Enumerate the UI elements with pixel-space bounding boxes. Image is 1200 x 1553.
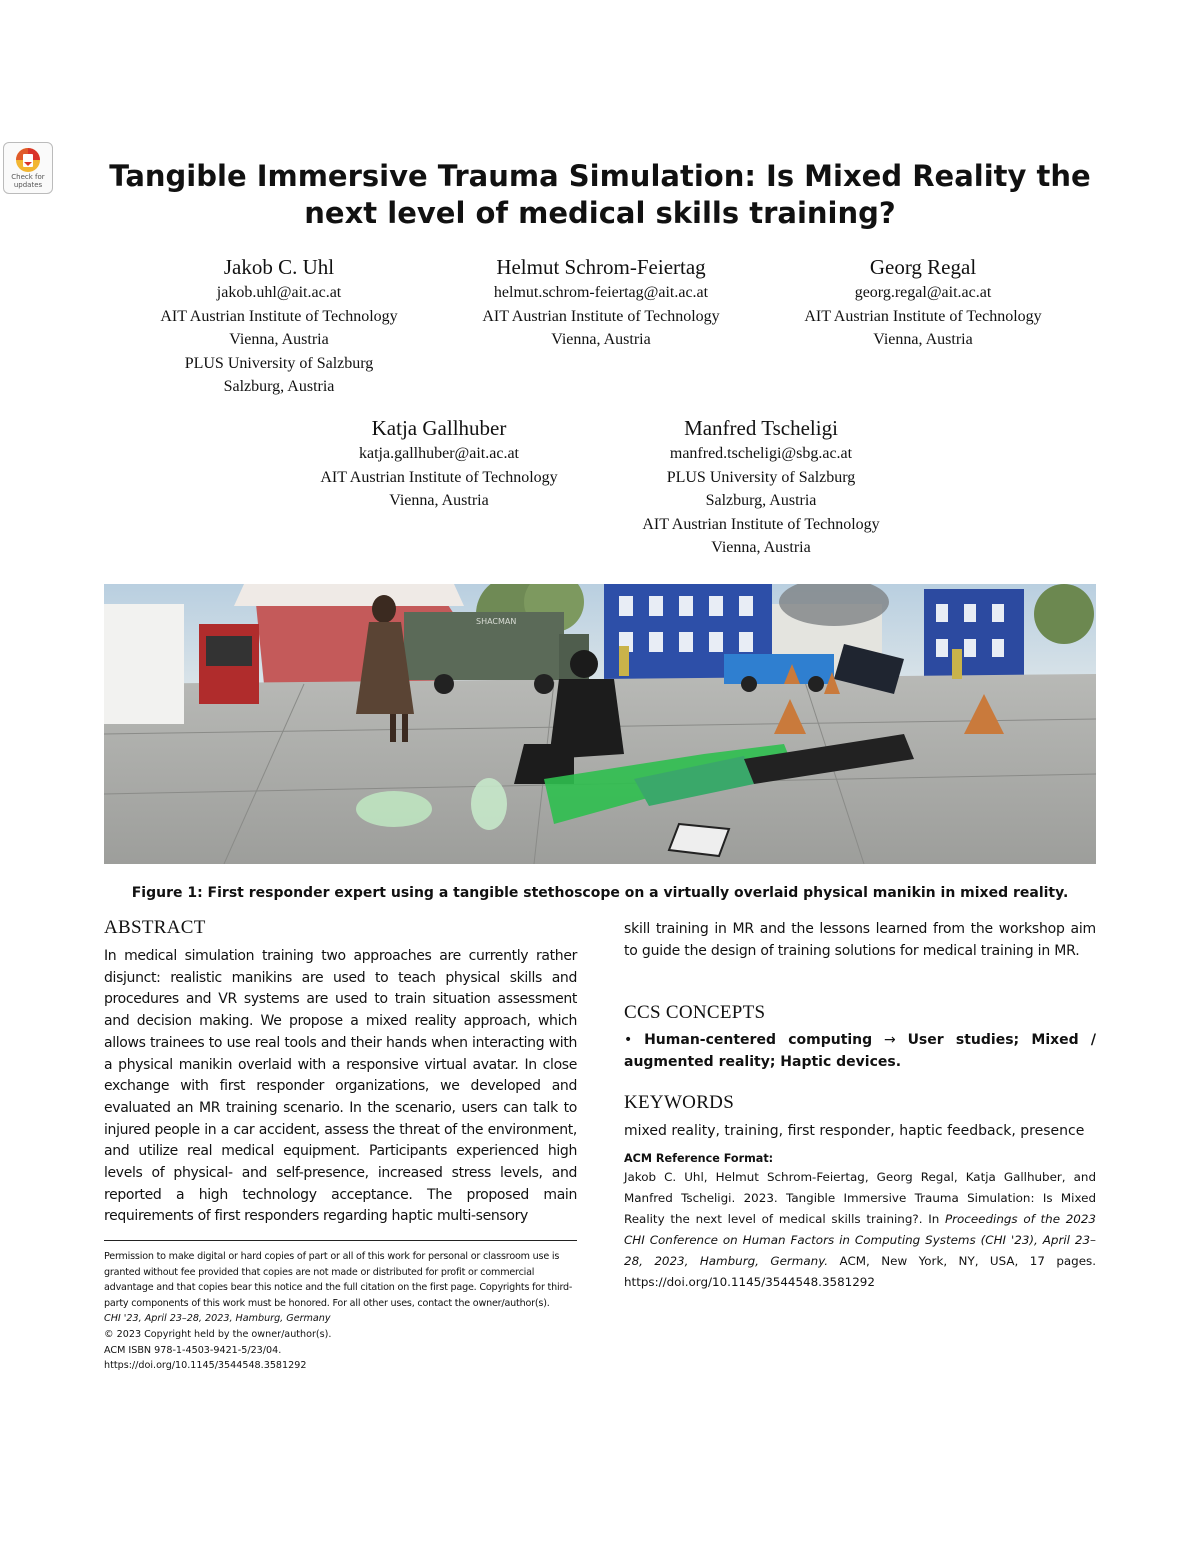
author-email[interactable]: georg.regal@ait.ac.at bbox=[854, 284, 992, 301]
reference-proceedings: Proceedings of the 2023 CHI Conference on Human Factors in Computing Systems (CHI '23), April 23–28, 2023, Hamburg, Germany. bbox=[624, 1211, 1096, 1268]
author-location: Vienna, Austria bbox=[229, 331, 329, 348]
author-block-4 bbox=[278, 415, 600, 513]
keywords-text: mixed reality, training, first responder, haptic feedback, presence bbox=[624, 1123, 1085, 1139]
author-affiliation: AIT Austrian Institute of Technology bbox=[160, 307, 398, 325]
permission-text: Permission to make digital or hard copies of part or all of this work for personal or classroom use is granted without fee provided that copies are not made or distributed for profit or commercial advantage and that copies bear this notice and the full citation on the first page. Copyrights for third-party components of this work must be honored. For all other uses, contact the owner/author(s). bbox=[104, 1251, 573, 1309]
keywords-heading: KEYWORDS bbox=[624, 1092, 735, 1113]
abstract-body: In medical simulation training two approaches are currently rather disjunct: realistic manikins are used to teach physical skills and procedures and VR systems are used to train situation assessment and decision making. We propose a mixed reality approach, which allows trainees to use real tools and their hands when interacting with a physical manikin overlaid with a responsive virtual avatar. In close exchange with first responder organizations, we developed and evaluated an MR training scenario. In the scenario, users can talk to injured people in a car accident, assess the threat of the environment, and utilize real medical equipment. Participants experienced high levels of physical- and self-presence, increased stress levels, and reported a high technology acceptance. The proposed main requirements of first responders regarding haptic multi-sensory bbox=[104, 948, 577, 1225]
author-affiliation: AIT Austrian Institute of Technology bbox=[804, 307, 1042, 325]
author-affiliation: AIT Austrian Institute of Technology bbox=[642, 515, 880, 533]
arrow-icon: → bbox=[884, 1032, 896, 1048]
woman-avatar-head bbox=[372, 595, 396, 623]
author-block-5 bbox=[600, 415, 922, 560]
firefighter bbox=[619, 646, 629, 676]
red-house-roof bbox=[234, 584, 464, 606]
author-affiliation: PLUS University of Salzburg bbox=[184, 354, 374, 372]
copyright-text: © 2023 Copyright held by the owner/author(s). bbox=[104, 1328, 332, 1340]
figure-caption: Figure 1: First responder expert using a tangible stethoscope on a virtually overlaid physical manikin in mixed reality. bbox=[131, 885, 1069, 901]
author-email[interactable]: helmut.schrom-feiertag@ait.ac.at bbox=[493, 284, 709, 301]
pickup-wheel bbox=[808, 676, 824, 692]
author-name: Jakob C. Uhl bbox=[223, 255, 335, 279]
ccs-bullet: • bbox=[624, 1032, 633, 1048]
gas-station-pillar bbox=[104, 604, 184, 724]
author-email[interactable]: manfred.tscheligi@sbg.ac.at bbox=[669, 445, 853, 462]
author-block-2 bbox=[440, 254, 762, 352]
isbn-text: ACM ISBN 978-1-4503-9421-5/23/04. bbox=[104, 1344, 282, 1356]
truck-wheel bbox=[434, 674, 454, 694]
check-for-updates-badge[interactable] bbox=[3, 142, 53, 194]
author-affiliation: AIT Austrian Institute of Technology bbox=[320, 468, 558, 486]
mixed-reality-scene-image bbox=[104, 584, 1096, 864]
acm-reference-heading: ACM Reference Format: bbox=[624, 1152, 774, 1165]
author-name: Helmut Schrom-Feiertag bbox=[496, 255, 706, 279]
author-location: Salzburg, Austria bbox=[705, 492, 817, 509]
ccs-heading: CCS CONCEPTS bbox=[624, 1002, 766, 1023]
footnote-rule bbox=[104, 1240, 577, 1241]
abstract-heading: ABSTRACT bbox=[104, 917, 206, 938]
truck-wheel bbox=[534, 674, 554, 694]
author-block-1 bbox=[118, 254, 440, 399]
tree bbox=[1034, 584, 1094, 644]
firefighter bbox=[952, 649, 962, 679]
author-email[interactable]: jakob.uhl@ait.ac.at bbox=[216, 284, 342, 301]
truck-text: SHACMAN bbox=[476, 617, 517, 626]
blue-building-right bbox=[924, 589, 1024, 679]
woman-avatar-leg bbox=[402, 714, 408, 742]
crossmark-badge-icon bbox=[15, 147, 41, 173]
badge-label: Check for updates bbox=[11, 173, 45, 189]
author-email[interactable]: katja.gallhuber@ait.ac.at bbox=[359, 445, 519, 462]
acm-reference-body bbox=[624, 1167, 1096, 1293]
ccs-secondary: User studies; Mixed / augmented reality; Haptic devices. bbox=[624, 1032, 1097, 1070]
author-location: Salzburg, Austria bbox=[223, 378, 335, 395]
author-name: Manfred Tscheligi bbox=[684, 416, 838, 440]
bag-valve-mask bbox=[356, 791, 432, 827]
author-affiliation: AIT Austrian Institute of Technology bbox=[482, 307, 720, 325]
venue-text: CHI '23, April 23–28, 2023, Hamburg, Germany bbox=[104, 1313, 331, 1325]
author-name: Katja Gallhuber bbox=[371, 416, 507, 440]
author-name: Georg Regal bbox=[869, 255, 977, 279]
pickup-wheel bbox=[741, 676, 757, 692]
author-location: Vienna, Austria bbox=[711, 539, 811, 556]
abstract-continuation: skill training in MR and the lessons learned from the workshop aim to guide the design of training solutions for medical training in MR. bbox=[624, 921, 1096, 959]
doi-link[interactable]: https://doi.org/10.1145/3544548.3581292 bbox=[104, 1360, 307, 1372]
teaser-figure bbox=[104, 584, 1096, 864]
acm-reference bbox=[624, 1151, 1096, 1293]
gas-pump-display bbox=[206, 636, 252, 666]
permission-footnote bbox=[104, 1249, 580, 1374]
author-block-3 bbox=[762, 254, 1084, 352]
responder-head bbox=[570, 650, 598, 678]
author-location: Vienna, Austria bbox=[873, 331, 973, 348]
woman-avatar-leg bbox=[390, 714, 396, 742]
paper-title: Tangible Immersive Trauma Simulation: Is Mixed Reality the next level of medical skills training? bbox=[109, 159, 1091, 230]
author-location: Vienna, Austria bbox=[389, 492, 489, 509]
author-affiliation: PLUS University of Salzburg bbox=[666, 468, 856, 486]
ccs-concepts bbox=[624, 1030, 1096, 1073]
bag-valve-mask bbox=[471, 778, 507, 830]
reference-plain: Jakob C. Uhl, Helmut Schrom-Feiertag, Georg Regal, Katja Gallhuber, and Manfred Tscheligi. 2023. Tangible Immersive Trauma Simulation: Is Mixed Reality the next level of medical skills training?. In bbox=[624, 1169, 1096, 1226]
reference-tail[interactable]: ACM, New York, NY, USA, 17 pages. https://doi.org/10.1145/3544548.3581292 bbox=[624, 1253, 1096, 1289]
tracking-marker bbox=[669, 824, 729, 856]
ccs-primary: Human-centered computing bbox=[644, 1032, 873, 1048]
author-location: Vienna, Austria bbox=[551, 331, 651, 348]
